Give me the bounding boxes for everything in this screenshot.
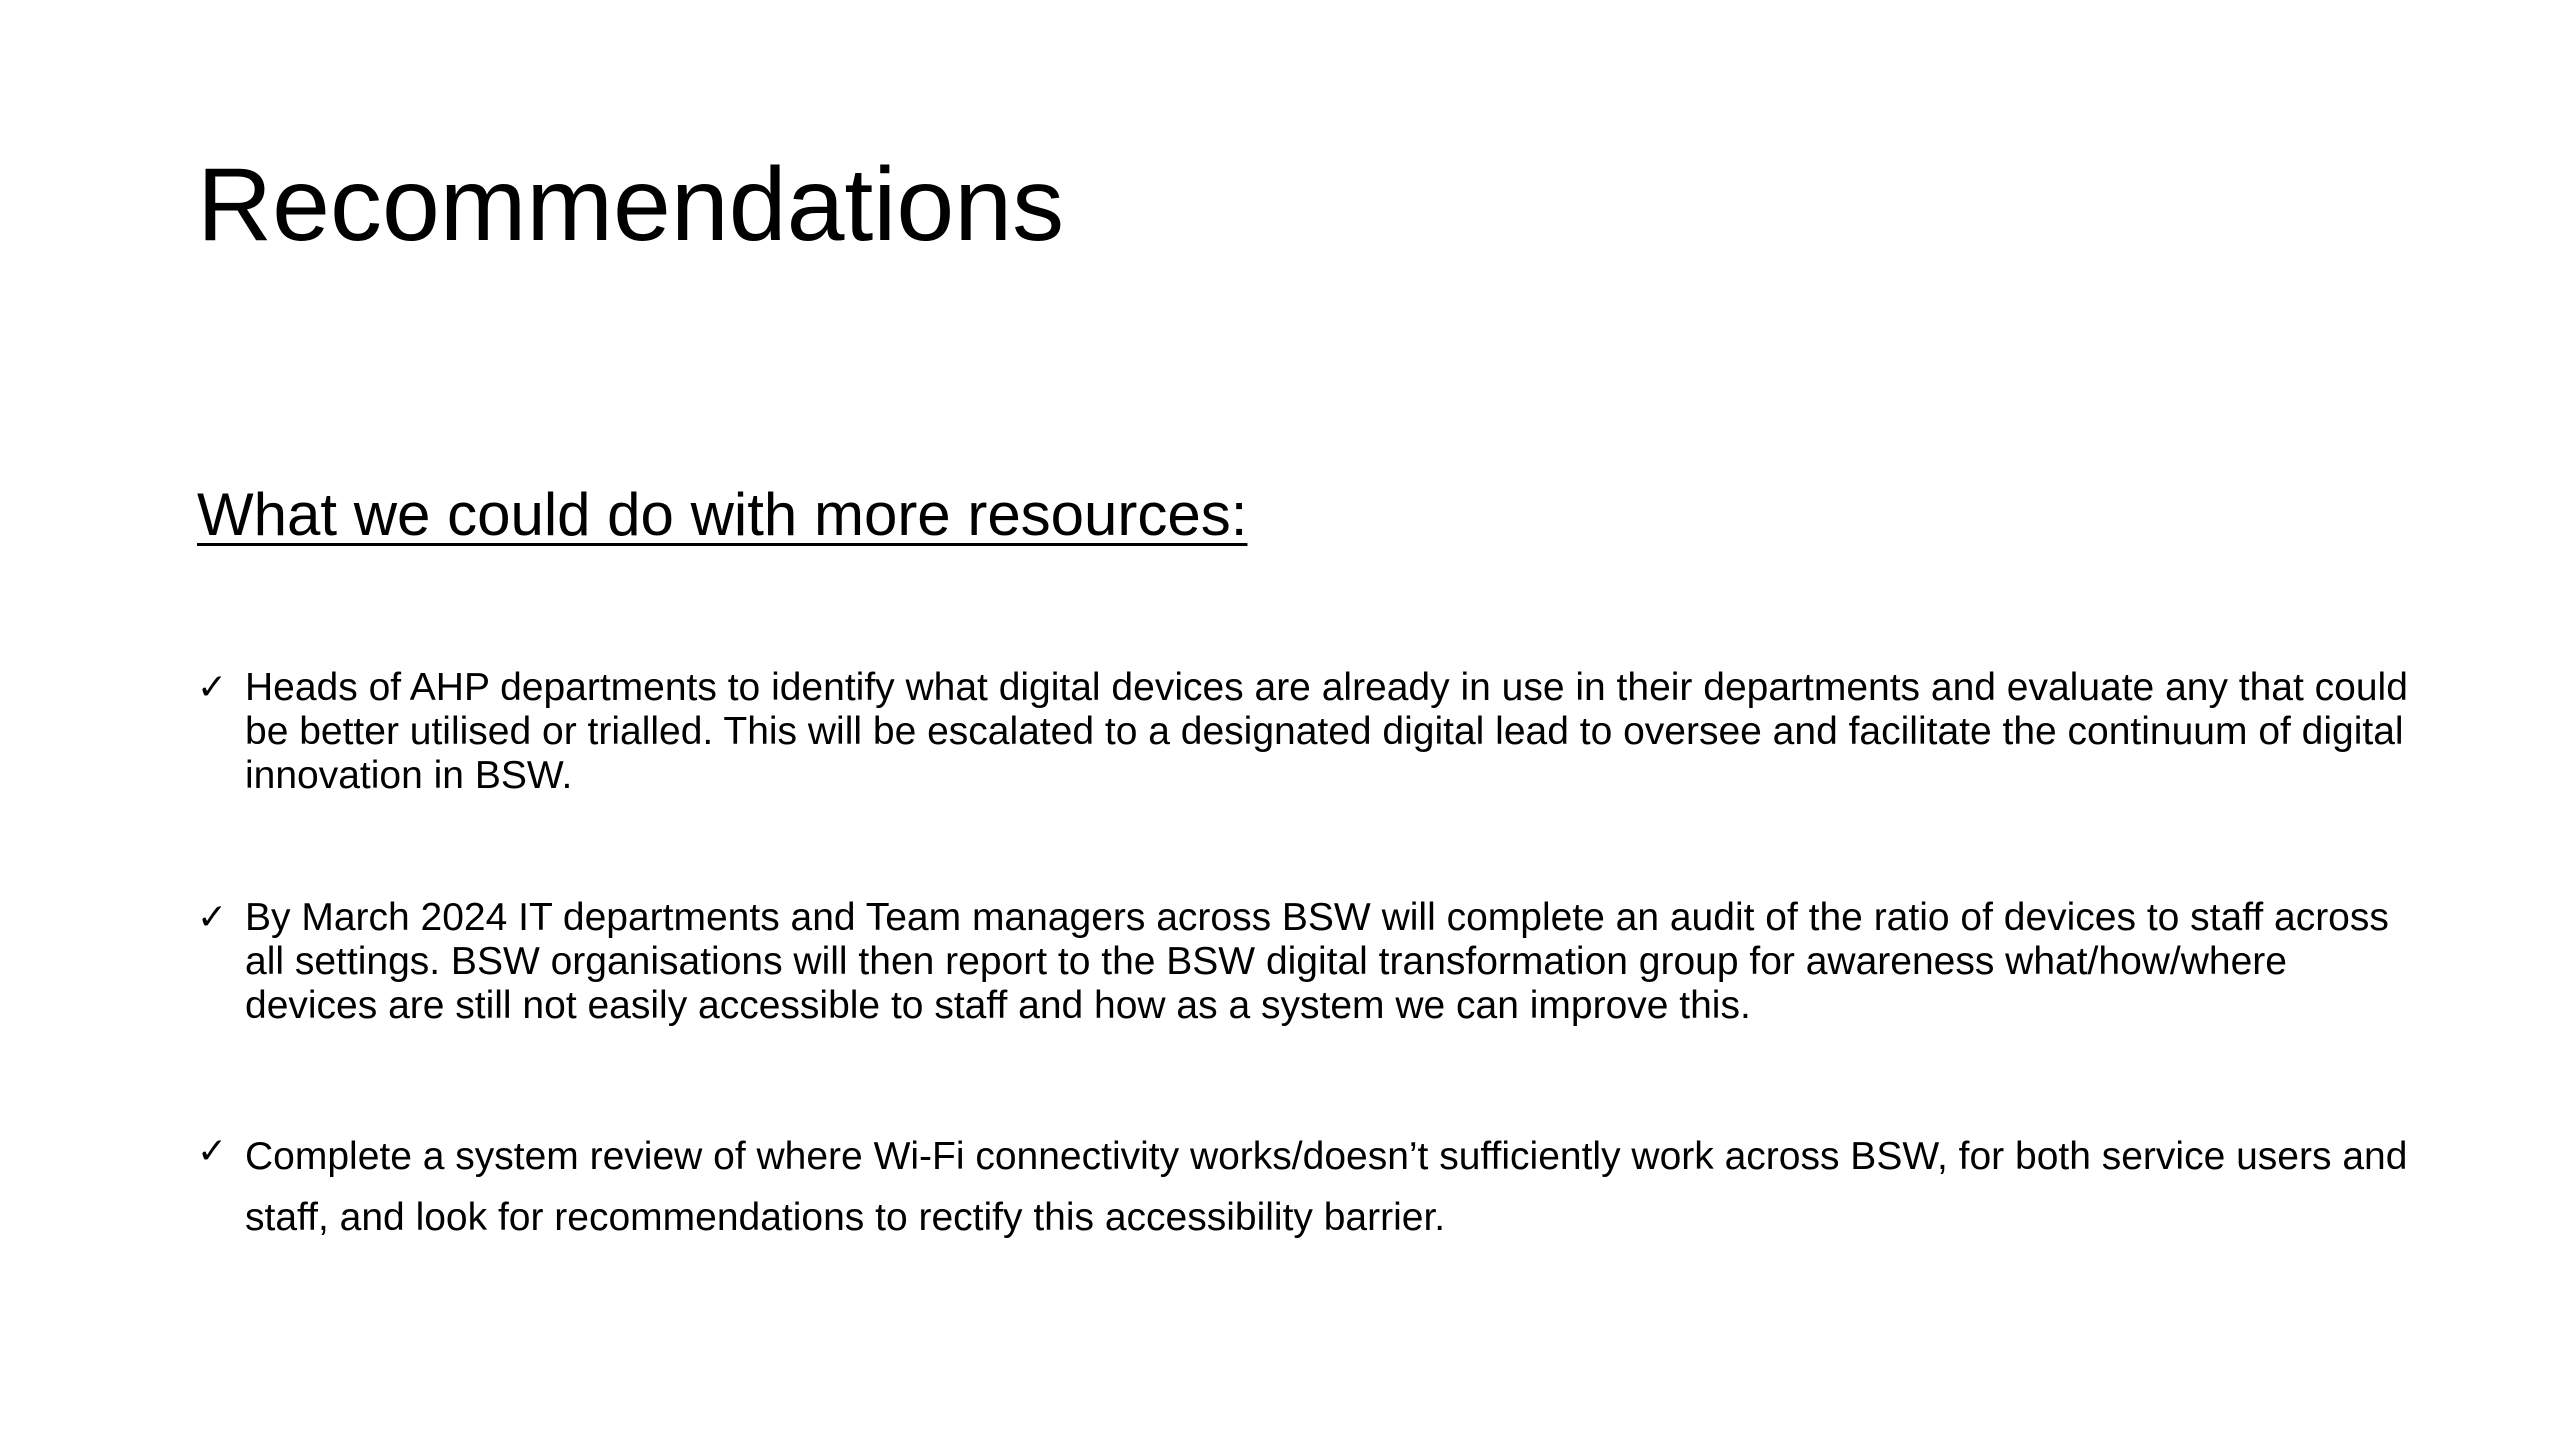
slide-title: Recommendations bbox=[197, 147, 1065, 263]
recommendation-list bbox=[197, 666, 2427, 1248]
list-item bbox=[197, 1126, 2427, 1248]
check-icon: ✓ bbox=[197, 667, 228, 708]
list-item bbox=[197, 896, 2427, 1028]
section-subtitle: What we could do with more resources: bbox=[197, 481, 1248, 548]
list-item bbox=[197, 666, 2427, 798]
check-icon: ✓ bbox=[197, 1131, 228, 1172]
list-item-text: By March 2024 IT departments and Team managers across BSW will complete an audit of the ratio of devices to staff across all settings. BSW organisations will then report to the BSW digital transformation group for awareness what/how/where devices are still not easily accessible to staff and how as a system we can improve this. bbox=[245, 896, 2389, 1027]
check-icon: ✓ bbox=[197, 897, 228, 938]
list-item-text: Heads of AHP departments to identify what digital devices are already in use in their departments and evaluate any that could be better utilised or trialled. This will be escalated to a designated digital lead to oversee and facilitate the continuum of digital innovation in BSW. bbox=[245, 666, 2408, 797]
list-item-text: Complete a system review of where Wi-Fi connectivity works/doesn’t sufficiently work across BSW, for both service users and staff, and look for recommendations to rectify this accessibility barrier. bbox=[245, 1135, 2408, 1239]
